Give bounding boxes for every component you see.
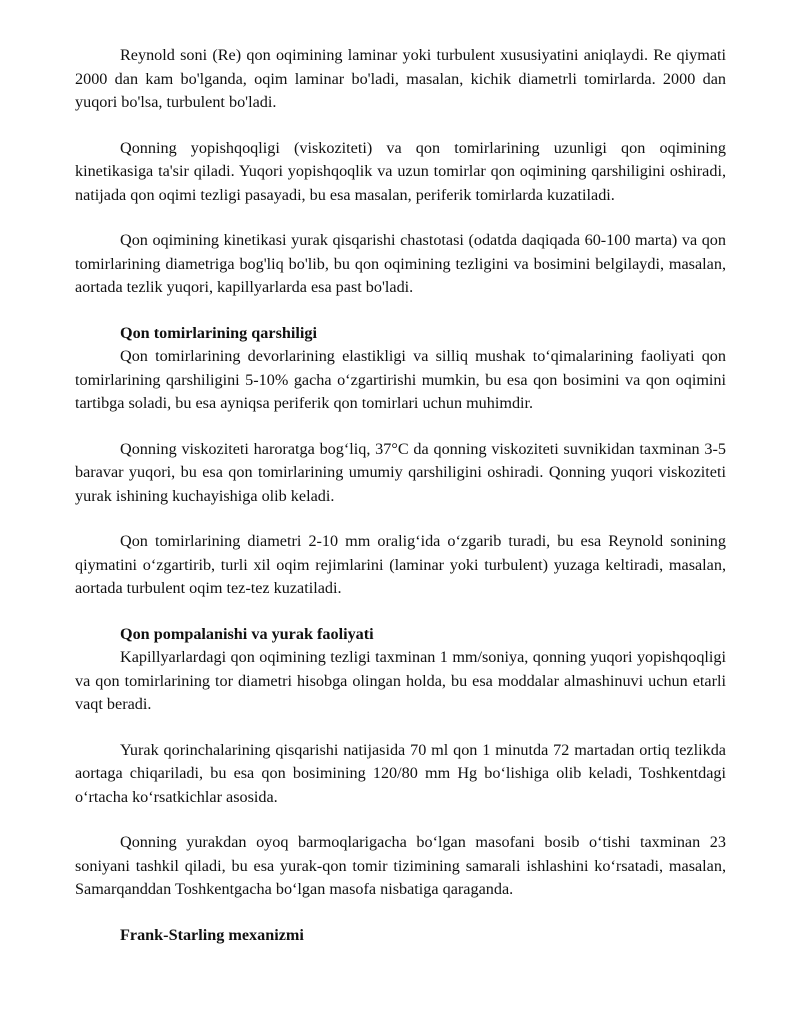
paragraph-capillary-speed: Kapillyarlardagi qon oqimining tezligi taxminan 1 mm/soniya, qonning yuqori yopishqoqligi va qon tomirlarining tor diametri hisobga olingan holda, bu esa moddalar almashinuvi uchun etarli vaqt beradi. bbox=[75, 648, 726, 713]
paragraph-vessel-elasticity: Qon tomirlarining devorlarining elastikligi va silliq mushak to‘qimalarining faoliyati qon tomirlarining qarshiligini 5-10% gacha o‘zgartirishi mumkin, bu esa qon bosimini va qon oqimini tartibga soladi, bu esa ayniqsa periferik qon tomirlari uchun muhimdir. bbox=[75, 347, 726, 412]
paragraph-circulation-time: Qonning yurakdan oyoq barmoqlarigacha bo‘lgan masofani bosib o‘tishi taxminan 23 soniyani tashkil qiladi, bu esa yurak-qon tomir tizimining samarali ishlashini ko‘rsatadi, masalan, Samarqanddan Toshkentgacha bo‘lgan masofa nisbatiga qaraganda. bbox=[75, 833, 726, 898]
paragraph-ventricle-contraction: Yurak qorinchalarining qisqarishi natijasida 70 ml qon 1 minutda 72 martadan ortiq tezlikda aortaga chiqariladi, bu esa qon bosimining 120/80 mm Hg bo‘lishiga olib keladi, Toshkentdagi o‘rtacha ko‘rsatkichlar asosida. bbox=[75, 740, 726, 806]
heading-vessel-resistance: Qon tomirlarining qarshiligi bbox=[120, 323, 317, 342]
heading-blood-pumping: Qon pompalanishi va yurak faoliyati bbox=[120, 624, 374, 643]
paragraph-vessel-diameter: Qon tomirlarining diametri 2-10 mm oralig‘ida o‘zgarib turadi, bu esa Reynold sonining qiymatini o‘zgartirib, turli xil oqim rejimlarini (laminar yoki turbulent) yuzaga keltiradi, masalan, aortada turbulent oqim tez-tez kuzatiladi. bbox=[75, 532, 726, 597]
paragraph-reynold-number: Reynold soni (Re) qon oqimining laminar yoki turbulent xususiyatini aniqlaydi. Re qiymati 2000 dan kam bo'lganda, oqim laminar bo'ladi, masalan, kichik diametrli tomirlarda. 2000 dan yuqori bo'lsa, turbulent bo'ladi. bbox=[75, 46, 726, 111]
document-page bbox=[75, 44, 726, 947]
paragraph-viscosity-temperature: Qonning viskoziteti haroratga bog‘liq, 37°C da qonning viskoziteti suvnikidan taxminan 3-5 baravar yuqori, bu esa qon tomirlarining umumiy qarshiligini oshiradi. Qonning yuqori viskoziteti yurak ishining kuchayishiga olib keladi. bbox=[75, 439, 726, 505]
paragraph-blood-viscosity: Qonning yopishqoqligi (viskoziteti) va qon tomirlarining uzunligi qon oqimining kinetikasiga ta'sir qiladi. Yuqori yopishqoqlik va uzun tomirlar qon oqimining qarshiligini oshiradi, natijada qon oqimi tezligi pasayadi, bu esa masalan, periferik tomirlarda kuzatiladi. bbox=[75, 138, 726, 204]
paragraph-flow-kinetics: Qon oqimining kinetikasi yurak qisqarishi chastotasi (odatda daqiqada 60-100 marta) va qon tomirlarining diametriga bog'liq bo'lib, bu qon oqimining tezligini va bosimini belgilaydi, masalan, aortada tezlik yuqori, kapillyarlarda esa past bo'ladi. bbox=[75, 231, 726, 296]
heading-frank-starling: Frank-Starling mexanizmi bbox=[120, 925, 304, 944]
